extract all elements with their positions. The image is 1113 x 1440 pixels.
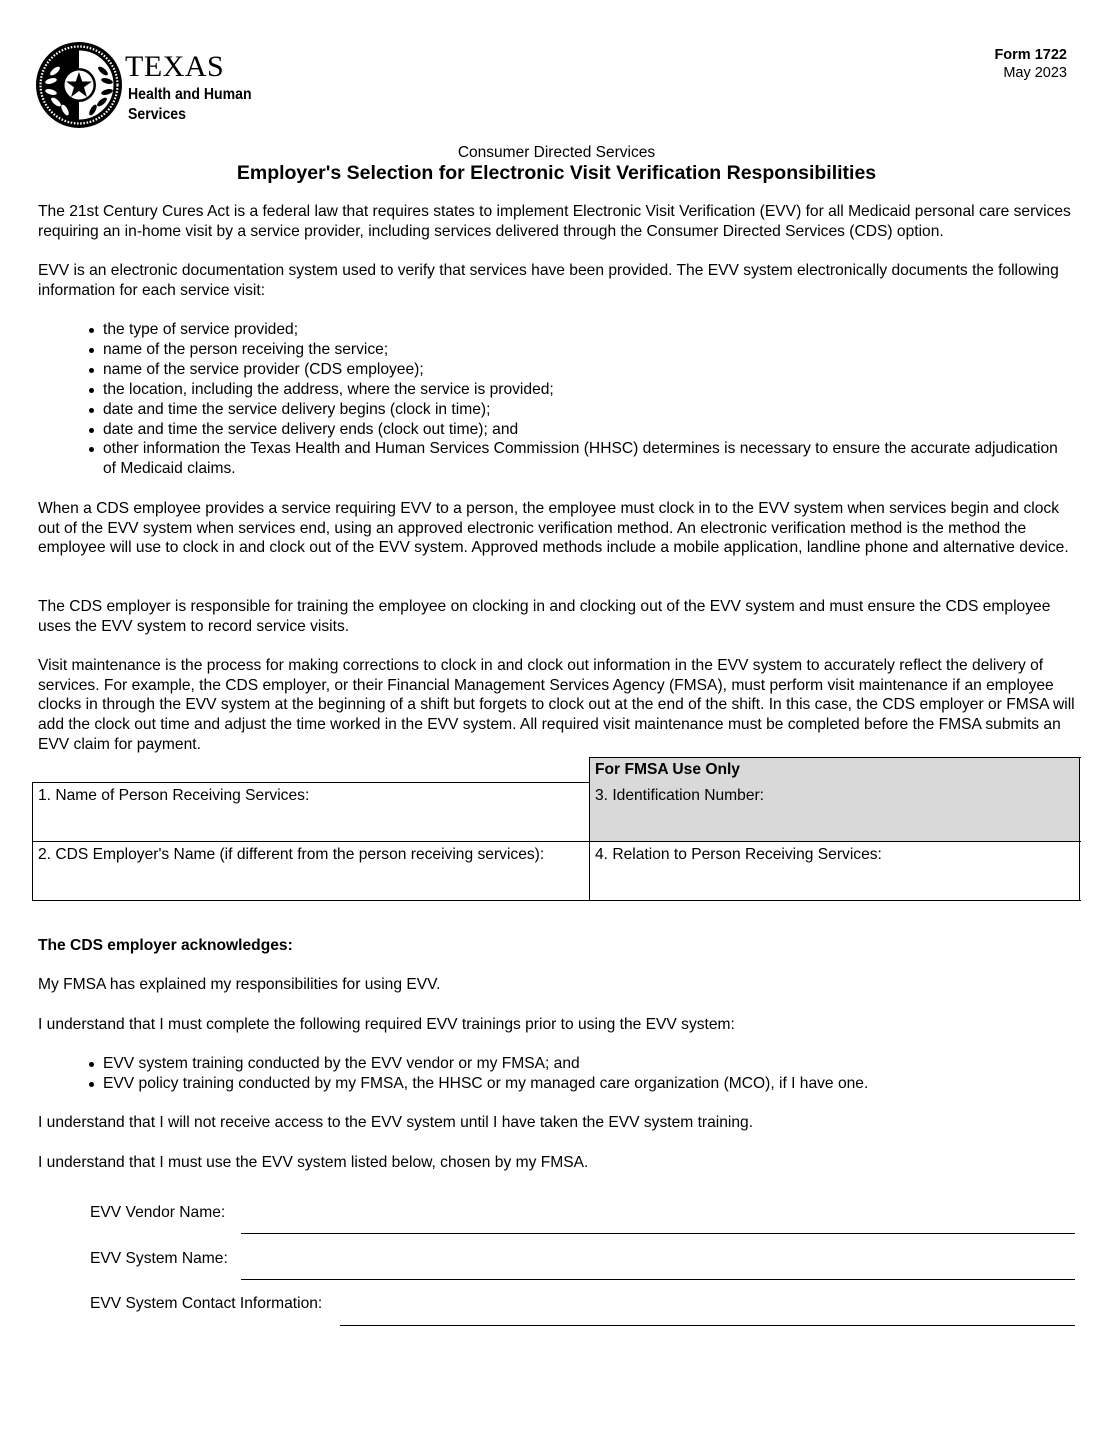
- list-item: other information the Texas Health and Human Services Commission (HHSC) determines is necessary to ensure the accurate adjudication of Medicaid claims.: [103, 439, 1063, 479]
- evv-system-name-line: [241, 1278, 1075, 1280]
- documented-info-list: [86, 320, 1063, 479]
- required-trainings-list: [86, 1054, 1063, 1094]
- evv-contact-info-line: [340, 1324, 1075, 1326]
- form-number: Form 1722: [994, 47, 1067, 63]
- acknowledgment-statement-explained: My FMSA has explained my responsibilities for using EVV.: [38, 976, 441, 993]
- table-border: [589, 757, 1081, 758]
- table-border: [1079, 757, 1080, 901]
- texas-hhs-logo: [35, 41, 265, 131]
- table-border: [589, 757, 590, 901]
- texas-seal-star-icon: [35, 41, 123, 129]
- relation-to-person-label: 4. Relation to Person Receiving Services:: [595, 846, 882, 863]
- relation-to-person-input[interactable]: [593, 865, 1079, 899]
- logo-agency-text: Health and Human Services: [128, 86, 252, 123]
- identification-number-label: 3. Identification Number:: [595, 787, 765, 804]
- form-identifier: [994, 46, 1067, 82]
- table-border: [32, 782, 589, 783]
- form-date: May 2023: [1003, 65, 1067, 81]
- acknowledgment-statement-trainings: I understand that I must complete the following required EVV trainings prior to using the EVV system:: [38, 1016, 735, 1033]
- evv-vendor-name-line: [241, 1232, 1075, 1234]
- list-item: name of the service provider (CDS employee);: [103, 360, 1063, 380]
- cds-employer-name-input[interactable]: [36, 865, 588, 899]
- evv-contact-info-label: EVV System Contact Information:: [90, 1295, 323, 1312]
- evv-system-name-input[interactable]: [241, 1256, 1079, 1280]
- page-title: Employer's Selection for Electronic Visit Verification Responsibilities: [236, 162, 877, 184]
- intro-paragraph-visit-maintenance: Visit maintenance is the process for making corrections to clock in and clock out information in the EVV system to accurately reflect the delivery of services. For example, the CDS employer, or their Financial Management Services Agency (FMSA), must perform visit maintenance if an employee clocks in through the EVV system at the beginning of a shift but forgets to clock out at the end of the shift. In this case, the CDS employer or FMSA will add the clock out time and adjust the time worked in the EVV system. All required visit maintenance must be completed before the FMSA submits an EVV claim for payment.: [38, 657, 1075, 753]
- intro-paragraph-employer-training: The CDS employer is responsible for training the employee on clocking in and clocking out of the EVV system and must ensure the CDS employee uses the EVV system to record service visits.: [38, 598, 1051, 635]
- identification-number-input[interactable]: [593, 806, 1079, 840]
- fmsa-use-only-header: For FMSA Use Only: [595, 761, 740, 778]
- intro-paragraph-clock-in-out: When a CDS employee provides a service requiring EVV to a person, the employee must clock in to the EVV system when services begin and clock out of the EVV system when services end, using an approved electronic verification method. An electronic verification method is the method the employee will use to clock in and clock out of the EVV system. Approved methods include a mobile application, landline phone and alternative device.: [38, 500, 1069, 557]
- list-item: EVV system training conducted by the EVV vendor or my FMSA; and: [103, 1054, 1063, 1074]
- table-border: [32, 841, 1081, 842]
- person-receiving-services-label: 1. Name of Person Receiving Services:: [38, 787, 310, 804]
- list-item: name of the person receiving the service;: [103, 340, 1063, 360]
- evv-system-name-label: EVV System Name:: [90, 1250, 228, 1267]
- evv-contact-info-input[interactable]: [340, 1302, 1079, 1326]
- acknowledgment-statement-access: I understand that I will not receive access to the EVV system until I have taken the EVV system training.: [38, 1114, 754, 1131]
- list-item: the location, including the address, where the service is provided;: [103, 380, 1063, 400]
- list-item: date and time the service delivery begins (clock in time);: [103, 400, 1063, 420]
- table-border: [32, 900, 1081, 901]
- evv-vendor-name-label: EVV Vendor Name:: [90, 1204, 226, 1221]
- acknowledgment-heading: The CDS employer acknowledges:: [38, 937, 293, 954]
- list-item: EVV policy training conducted by my FMSA, the HHSC or my managed care organization (MCO), if I have one.: [103, 1074, 1063, 1094]
- cds-employer-name-label: 2. CDS Employer's Name (if different from the person receiving services):: [38, 846, 545, 863]
- evv-vendor-name-input[interactable]: [241, 1210, 1079, 1234]
- list-item: the type of service provided;: [103, 320, 1063, 340]
- person-receiving-services-input[interactable]: [36, 806, 588, 840]
- intro-paragraph-cures-act: The 21st Century Cures Act is a federal law that requires states to implement Electronic Visit Verification (EVV) for all Medicaid personal care services requiring an in-home visit by a service provider, including services delivered through the Consumer Directed Services (CDS) option.: [38, 203, 1071, 240]
- form-subtitle: Consumer Directed Services: [457, 144, 656, 161]
- logo-texas-text: TEXAS: [125, 50, 225, 83]
- list-item: date and time the service delivery ends (clock out time); and: [103, 420, 1063, 440]
- acknowledgment-statement-system: I understand that I must use the EVV system listed below, chosen by my FMSA.: [38, 1154, 589, 1171]
- table-border: [32, 782, 33, 901]
- intro-paragraph-evv-definition: EVV is an electronic documentation system used to verify that services have been provided. The EVV system electronically documents the following information for each service visit:: [38, 262, 1059, 299]
